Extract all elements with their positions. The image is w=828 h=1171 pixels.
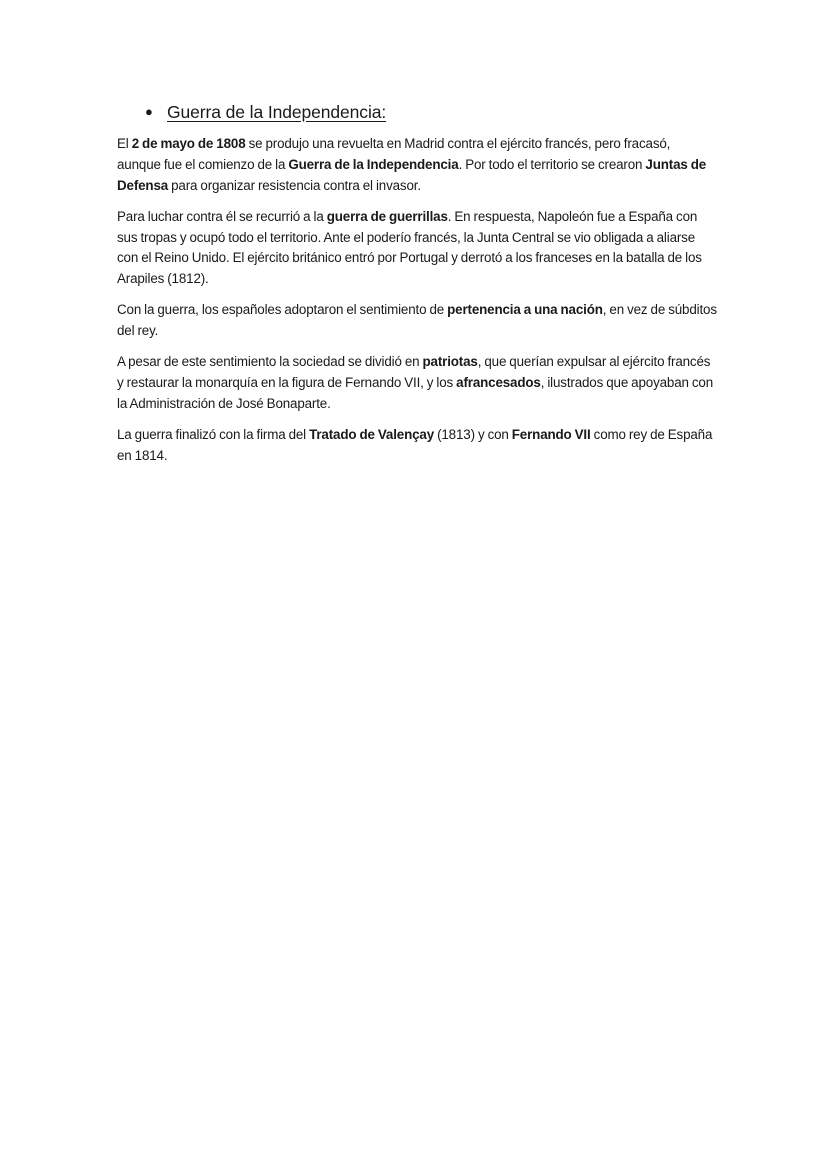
paragraph-segment: A pesar de este sentimiento la sociedad se dividió en [117,354,423,370]
paragraph-segment: (1813) y con [434,427,512,443]
paragraph-segment: La guerra finalizó con la firma del [117,427,310,443]
paragraph-segment-bold: Guerra de la Independencia [288,156,459,172]
paragraph [117,425,717,467]
paragraph-segment: Para luchar contra él se recurrió a la [117,208,327,224]
paragraph-segment-bold: 2 de mayo de 1808 [131,136,246,151]
paragraph-segment-bold: guerra de guerrillas [326,208,448,224]
paragraph-segment: se produjo una revuelta en Madrid contra el ejército francés, pero fracasó, aunque fue el comienzo de la [117,136,671,172]
paragraph-segment: . Por todo el territorio se crearon [458,156,646,172]
paragraph-segment-bold: pertenencia a una nación [447,302,603,318]
paragraph-segment-bold: Tratado de Valençay [309,427,434,443]
paragraph-segment: El [117,136,132,151]
section-heading-row [145,100,717,124]
paragraph-segment: , en vez de súbditos del rey. [117,302,717,339]
paragraph [117,300,717,342]
paragraph-segment-bold: afrancesados [456,375,541,391]
document-body [117,100,717,477]
paragraph-segment-bold: Juntas de Defensa [117,156,707,193]
section-heading: Guerra de la Independencia: [167,102,387,122]
paragraph-segment: . En respuesta, Napoleón fue a España con sus tropas y ocupó todo el territorio. Ante el poderío francés, la Junta Central se vio obligada a aliarse con el Reino Unido. El ejército británico entró por Portugal y derrotó a los franceses en la batalla de los Arapiles (1812). [117,208,702,287]
paragraph-segment: , que querían expulsar al ejército francés y restaurar la monarquía en la figura de Fernando VII, y los [117,354,711,391]
paragraph [117,134,717,196]
paragraph-segment: , ilustrados que apoyaban con la Administración de José Bonaparte. [117,375,714,411]
paragraph-segment: Con la guerra, los españoles adoptaron el sentimiento de [117,302,448,318]
paragraph-segment: como rey de España en 1814. [117,427,713,463]
paragraph-segment: para organizar resistencia contra el invasor. [168,177,421,193]
paragraph [117,352,717,414]
paragraph [117,207,717,290]
bullet-icon: ● [145,104,153,119]
paragraph-segment-bold: patriotas [422,354,478,370]
paragraph-segment-bold: Fernando VII [511,427,591,443]
